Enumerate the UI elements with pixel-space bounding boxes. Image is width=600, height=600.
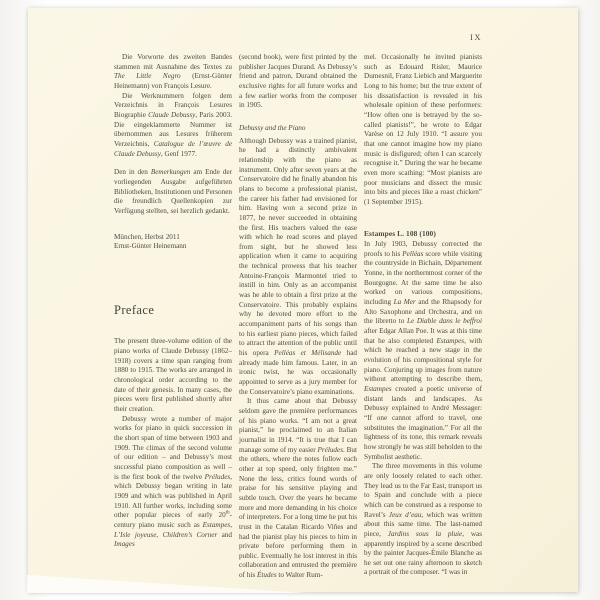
text-run: , Paris 2003. Die eingeklammerte Nummer ist übernommen aus Lesures früherem Verzeichnis,	[114, 110, 232, 148]
text-run: The three movements in this volume are only loosely related to each other. They lead us to the Far East, transport us to Spain and conclude with a piece which can be construed as a response to Ravel’s	[364, 462, 482, 519]
text-run: and the Rhapsody for Alto Saxophone and Orchestra, and on the libretto to	[364, 298, 482, 326]
italic-text-run: Pelléas et Mélisande	[274, 349, 342, 358]
italic-text-run: Bemerkungen	[150, 168, 191, 177]
preface-heading: Preface	[114, 302, 155, 317]
text-run: to Walter Rum-	[276, 571, 323, 580]
text-run: (second book), were first printed by the publisher Jacques Durand. As Debussy’s friend and patron, Durand obtained the exclusive rights for all future works and a few earlier works from the composer in 1905.	[239, 53, 357, 110]
italic-text-run: Children’s Corner	[162, 530, 218, 539]
text-run: It thus came about that Debussy seldom gave the première performances of his piano works. “I am not a great pianist,” he proclaimed to an Italian journalist in 1914. “It is true that I can manage some of my easier	[239, 397, 357, 454]
italic-text-run: Estampes	[202, 520, 231, 529]
text-run: ,	[156, 530, 163, 539]
page-number: IX	[470, 32, 482, 42]
section-heading-italic: Debussy and the Piano	[239, 123, 306, 132]
signature-line	[114, 233, 232, 243]
italic-text-run: Jeux d’eau	[388, 510, 422, 519]
paragraph	[114, 92, 232, 160]
italic-text-run: Estampes	[364, 385, 392, 393]
text-column-middle	[239, 53, 357, 581]
paragraph	[114, 337, 232, 414]
paragraph	[114, 168, 232, 216]
text-run: had already made him famous. Later, in an ironic twist, he was occasionally appointed to serve as a jury member for the Conservatoire’s piano examinations.	[239, 349, 357, 396]
text-run: München, Herbst 2011	[114, 232, 180, 241]
paragraph	[364, 240, 482, 462]
italic-text-run: Préludes	[317, 445, 344, 454]
paragraph	[114, 53, 232, 92]
italic-text-run: Pelléas	[402, 249, 424, 258]
text-column-right	[364, 53, 482, 578]
text-run: after Edgar Allan Poe. It was at this time that he also completed	[364, 327, 482, 345]
text-run: The present three-volume edition of the piano works of Claude Debussy (1862–1918) covers a time span ranging from 1880 to 1915. The works are arranged in chronological order according to the date of their genesis. In many cases, the pieces were first published shortly after their creation.	[114, 337, 232, 414]
text-run: Although Debussy was a trained pianist, he had a distinctly ambivalent relationship with the piano as instrument. Only after seven years at the Conservatoire did he finally abandon his plans to become a professional pianist, the career his father had envisioned for him. Having won a second prize in 1877, he never succeeded in obtaining the first. His teachers valued the ease with which he read scores and played from sight, but he showed less application when it came to acquiring the technical prowess that his teacher Antoine-François Marmontel tried to instill in him. Only as an accompanist was he able to obtain a first prize at the Conservatoire. This probably explains why he devoted more effort to the accompaniment parts of his songs than to his earliest piano pieces, which failed to attract the attention of the public until his opera	[239, 136, 357, 358]
italic-text-run: Préludes	[204, 472, 231, 481]
text-run: (Ernst-Günter Heinemann) von François Lesure.	[114, 72, 232, 90]
italic-text-run: Jardins sous la pluie	[387, 529, 463, 538]
text-run: am Ende der vorliegenden Ausgabe aufgeführten Bibliotheken, Institutionen und Personen die freundlich Quellenkopien zur Verfügung stellten, sei herzlich gedankt.	[114, 168, 232, 215]
text-run: , with which he reached a new stage in the evolution of his compositional style for piano. Conjuring up images from nature without attempting to describe them,	[364, 336, 483, 384]
text-run: Debussy wrote a number of major works for piano in quick succession in the short span of time between 1903 and 1909. The climax of the second volume of our edition – and Debussy’s most successful piano composition as well – is the first book of the twelve	[114, 414, 232, 481]
italic-text-run: The Little Negro	[114, 72, 181, 81]
text-run: , was apparently inspired by a scene described by the painter Jacques-Émile Blanche as he set out one rainy afternoon to sketch a portrait of the composer. “I was in	[364, 529, 482, 577]
italic-text-run: Catalogue de l’œuvre de Claude Debussy	[114, 139, 233, 158]
text-run: created a poetic universe of distant lands and landscapes. As Debussy explained to André Messager: “If one cannot afford to travel, one substitutes the imagination.” For all the lightness of its tone, this remark reveals how strongly he was still beholden to the Symbolist aesthetic.	[364, 385, 482, 461]
paragraph	[364, 53, 482, 208]
text-run: . But the others, where the notes follow each other at top speed, only frighten me.” None the less, critics found words of praise for his sensitive playing and subtle touch. Over the years he became more and more demanding in his choice of interpreters. For a long time he put his trust in the Catalan Ricardo Viñes and had the pianist play his pieces to him in private before performing them in public. Eventually he lost interest in this collaboration and entrusted the première of his	[239, 445, 357, 580]
paragraph	[239, 397, 357, 580]
text-run: -century piano music such as	[114, 511, 232, 529]
italic-text-run: Études	[256, 571, 277, 580]
paragraph	[364, 462, 482, 578]
text-run: mel. Occasionally he invited pianists such as Edouard Risler, Maurice Dumesnil, Franz Liebich and Marguerite Long to his home; but the true extent of his dissatisfaction is revealed in his wholesale opinion of these performers: “How often one is betrayed by the so-called pianists!”, he wrote to Edgar Varèse on 12 July 1910. “I assure you that one cannot imagine how my piano music is disfigured; often I can scarcely recognise it.” During the war he became even more scathing: “Most pianists are poor musicians and dissect the music into bits and pieces like a roast chicken” (1 September 1915).	[364, 53, 482, 206]
paragraph	[239, 53, 357, 111]
superscript-run: th	[225, 510, 230, 516]
text-run: ,	[230, 520, 232, 529]
italic-text-run: La Mer	[393, 298, 416, 307]
italic-text-run: Estampes	[436, 336, 465, 345]
text-run: , Genf 1977.	[160, 149, 197, 158]
section-heading-bold: Estampes L. 108 (100)	[364, 228, 436, 238]
text-run: Den in den	[114, 168, 151, 177]
text-run: Die Vorworte des zweiten Bandes stammen mit Ausnahme des Textes zu	[114, 53, 232, 71]
italic-text-run: L’Isle joyeuse	[114, 530, 157, 539]
italic-text-run: Images	[114, 540, 135, 549]
paragraph	[239, 137, 357, 398]
text-run: and	[217, 530, 232, 539]
text-column-left	[114, 53, 232, 550]
italic-text-run: Le Diable dans le beffroi	[407, 317, 482, 326]
italic-text-run: Claude Debussy	[148, 110, 196, 119]
text-run: score while visiting the countryside in Bichain, Département Yonne, in the northernmost corner of the Bourgogne. At the same time he also worked on various compositions, including	[364, 249, 483, 307]
text-run: In July 1903, Debussy corrected the proofs to his	[364, 240, 482, 258]
text-run: Ernst-Günter Heinemann	[114, 242, 187, 251]
book-page	[28, 8, 578, 592]
text-run: , which Debussy began writing in late 1909 and which was published in April 1910. All further works, including some other popular pieces of early 20	[114, 472, 232, 520]
text-run: , which was written about this same time. The last-named piece,	[364, 510, 482, 538]
paragraph	[114, 415, 232, 550]
signature-line	[114, 242, 232, 252]
text-run: Die Werknummern folgen dem Verzeichnis in François Lesures Biographie	[114, 91, 232, 119]
